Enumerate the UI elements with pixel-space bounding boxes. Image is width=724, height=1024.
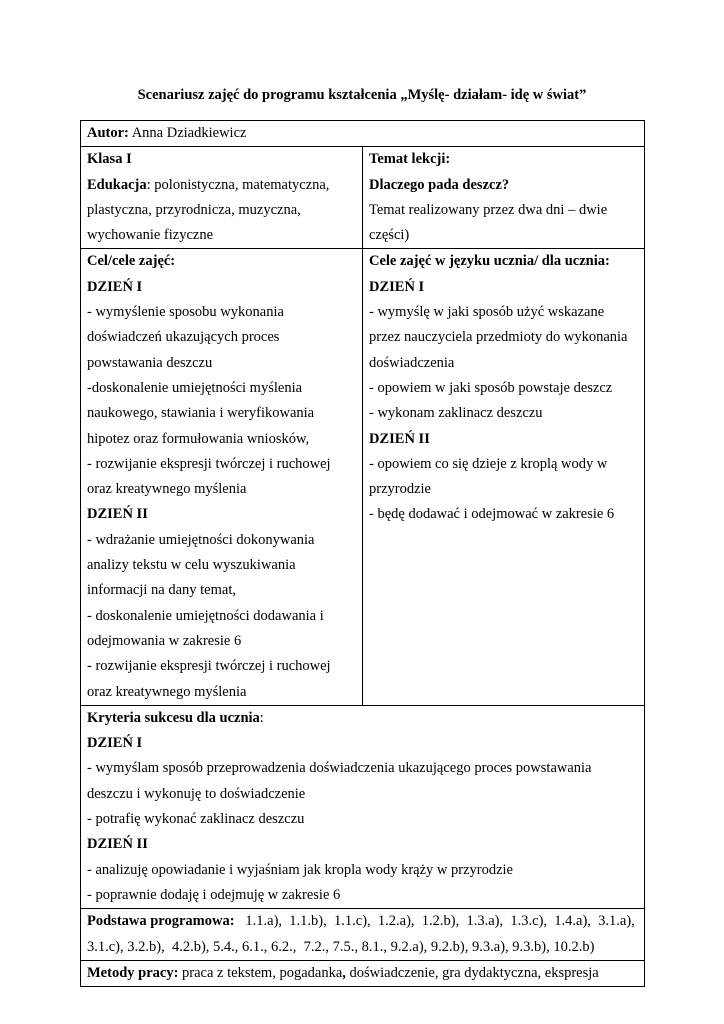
methods-text-1: praca z tekstem, pogadanka [178,964,343,981]
program-basis-row [81,909,645,961]
criteria-heading [87,706,638,731]
class-label: Klasa I [87,151,132,168]
program-basis-codes-2: 3.1.c), 3.2.b), 4.2.b), 5.4., 6.1., 6.2., 7.2., 7.5., 8.1., 9.2.a), 9.2.b), 9.3.a), 9.3.b), 10.2.b) [87,938,595,955]
goals-day2-line: - wdrażanie umiejętności dokonywania [87,531,315,548]
education-subjects-1: : polonistyczna, matematyczna, [146,176,330,193]
criteria-colon: : [259,709,264,726]
criteria-cell [81,705,645,908]
goals-day2-line: - rozwijanie ekspresji twórczej i ruchowej [87,658,331,675]
program-basis-line-1 [87,909,638,934]
goals-day2-label: DZIEŃ II [87,506,148,523]
goals-day1-line: naukowego, stawiania i weryfikowania [87,405,315,422]
class-topic-row [81,147,645,249]
goals-day2-line: oraz kreatywnego myślenia [87,683,247,700]
student-goals-day1-line: doświadczenia [369,354,455,371]
goals-day2-line: analizy tekstu w celu wyszukiwania [87,557,296,574]
student-goals-cell [363,249,645,705]
author-row [81,121,645,147]
class-cell [81,147,363,249]
methods-cell [81,960,645,986]
criteria-day1-line: - wymyślam sposób przeprowadzenia doświadczenia ukazującego proces powstawania [87,760,592,777]
student-goals-day1-line: przez nauczyciela przedmioty do wykonania [369,329,628,346]
author-name: Anna Dziadkiewicz [128,125,247,141]
goals-day2-line: - doskonalenie umiejętności dodawania i [87,607,324,624]
topic-note-1: Temat realizowany przez dwa dni – dwie [369,201,608,218]
student-goals-day1-label: DZIEŃ I [369,278,425,295]
goals-day2-line: informacji na dany temat, [87,582,236,599]
education-label: Edukacja [87,176,147,193]
goals-cell [81,249,363,705]
goals-day1-line: oraz kreatywnego myślenia [87,481,247,498]
goals-day1-line: - rozwijanie ekspresji twórczej i ruchowej [87,455,331,472]
author-label: Autor: [87,125,129,141]
student-goals-label: Cele zajęć w języku ucznia/ dla ucznia: [369,253,610,270]
criteria-day2-line: - poprawnie dodaję i odejmuję w zakresie 6 [87,886,341,903]
education-line-1 [87,173,356,198]
methods-text-2: doświadczenie, gra dydaktyczna, ekspresja [345,964,599,981]
goals-day1-line: powstawania deszczu [87,354,213,371]
methods-label: Metody pracy: [87,964,179,981]
goals-day2-line: odejmowania w zakresie 6 [87,632,242,649]
student-goals-day2-label: DZIEŃ II [369,430,430,447]
student-goals-day1-line: - wymyślę w jaki sposób użyć wskazane [369,304,605,321]
goals-label: Cel/cele zajęć: [87,253,176,270]
criteria-row [81,705,645,908]
student-goals-day2-line: - będę dodawać i odejmować w zakresie 6 [369,506,615,523]
topic-note-2: części) [369,227,410,244]
goals-day1-line: hipotez oraz formułowania wniosków, [87,430,310,447]
topic-title: Dlaczego pada deszcz? [369,176,510,193]
student-goals-day2-line: - opowiem co się dzieje z kroplą wody w [369,455,608,472]
student-goals-day1-line: - opowiem w jaki sposób powstaje deszcz [369,379,613,396]
methods-row [81,960,645,986]
criteria-day1-label: DZIEŃ I [87,735,143,752]
education-subjects-2: plastyczna, przyrodnicza, muzyczna, [87,201,301,218]
goals-row [81,249,645,705]
criteria-day1-line: deszczu i wykonuję to doświadczenie [87,785,306,802]
topic-label: Temat lekcji: [369,151,451,168]
criteria-label: Kryteria sukcesu dla ucznia [87,709,260,726]
goals-day1-line: doświadczeń ukazujących proces [87,329,280,346]
education-subjects-3: wychowanie fizyczne [87,227,214,244]
program-basis-codes-1: 1.1.a), 1.1.b), 1.1.c), 1.2.a), 1.2.b), 1.3.a), 1.3.c), 1.4.a), 3.1.a), [234,913,635,930]
student-goals-day2-line: przyrodzie [369,481,431,498]
lesson-plan-table [80,120,645,987]
criteria-day2-label: DZIEŃ II [87,836,148,853]
program-basis-label: Podstawa programowa: [87,913,235,930]
criteria-day1-line: - potrafię wykonać zaklinacz deszczu [87,811,305,828]
student-goals-day1-line: - wykonam zaklinacz deszczu [369,405,543,422]
document-title: Scenariusz zajęć do programu kształcenia „Myślę- działam- idę w świat” [137,87,587,103]
criteria-day2-line: - analizuję opowiadanie i wyjaśniam jak kropla wody krąży w przyrodzie [87,861,513,878]
author-cell [81,121,645,147]
program-basis-cell [81,909,645,961]
methods-comma: , [342,964,346,981]
goals-day1-line: - wymyślenie sposobu wykonania [87,304,284,321]
goals-day1-label: DZIEŃ I [87,278,143,295]
topic-cell [363,147,645,249]
goals-day1-line: -doskonalenie umiejętności myślenia [87,379,303,396]
